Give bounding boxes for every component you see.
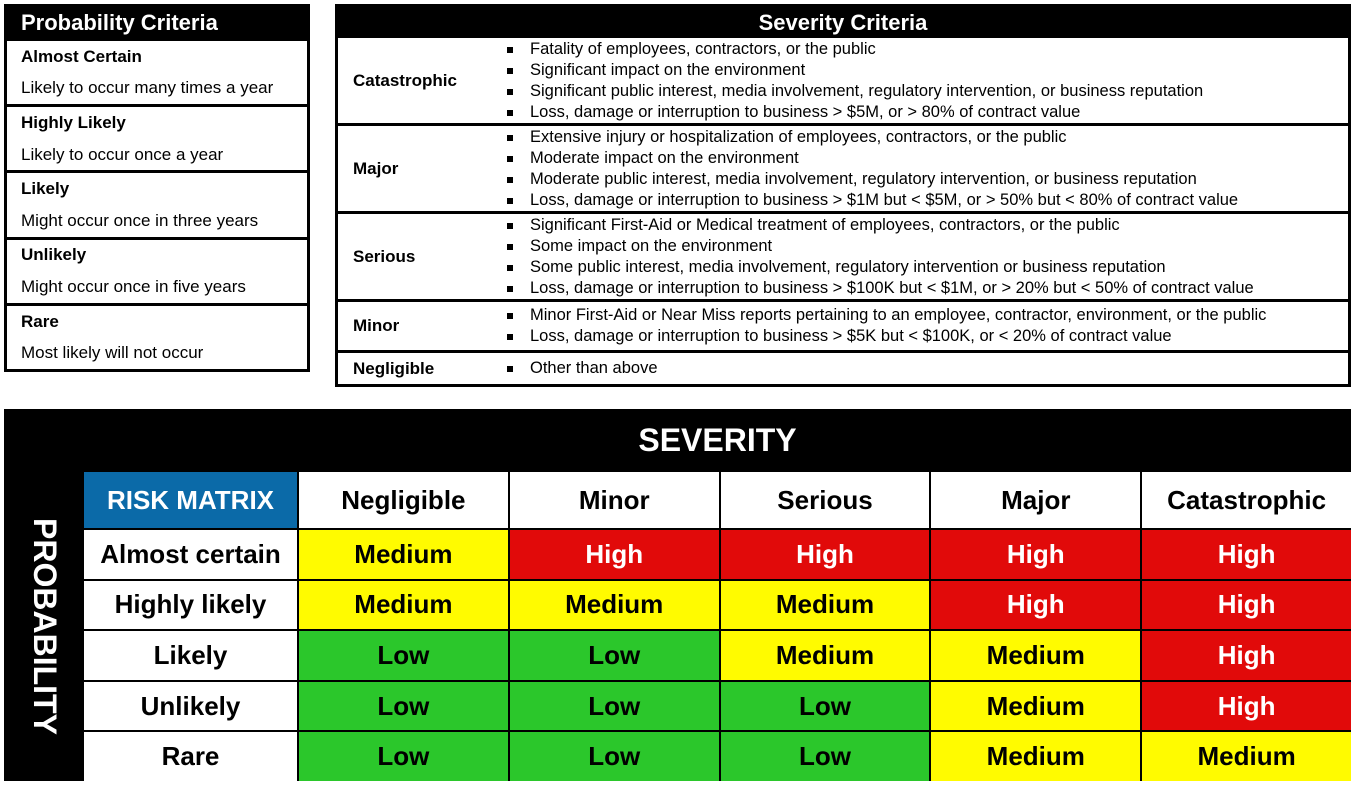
column-header: Major <box>931 472 1140 528</box>
row-header: Likely <box>84 631 297 680</box>
risk-matrix-corner-label: RISK MATRIX <box>84 472 297 528</box>
risk-cell: High <box>1142 631 1351 680</box>
risk-matrix <box>4 409 1351 781</box>
severity-level: Negligible <box>353 358 435 378</box>
risk-cell: High <box>721 530 930 579</box>
severity-bullets <box>503 214 1348 299</box>
probability-level: Unlikely <box>21 245 87 265</box>
risk-cell: Medium <box>299 581 508 630</box>
probability-item <box>7 237 307 303</box>
risk-cell: Low <box>721 682 930 731</box>
probability-axis-title-wrap <box>4 472 84 781</box>
severity-bullet: Some impact on the environment <box>503 236 1348 257</box>
probability-level: Likely <box>21 179 70 199</box>
column-header: Minor <box>510 472 719 528</box>
severity-bullets <box>503 353 1348 384</box>
risk-cell: High <box>931 530 1140 579</box>
severity-bullet: Loss, damage or interruption to business > $5K but < $100K, or < 20% of contract value <box>503 326 1348 347</box>
risk-cell: Low <box>721 732 930 781</box>
probability-criteria-title: Probability Criteria <box>7 7 307 38</box>
risk-cell: High <box>1142 581 1351 630</box>
risk-matrix-grid <box>84 472 1351 781</box>
severity-level: Major <box>353 158 399 178</box>
risk-cell: Medium <box>721 631 930 680</box>
severity-axis-title: SEVERITY <box>638 422 797 458</box>
severity-bullet: Significant First-Aid or Medical treatment of employees, contractors, or the public <box>503 215 1348 236</box>
column-header: Serious <box>721 472 930 528</box>
severity-criteria-table <box>335 4 1351 387</box>
row-header: Rare <box>84 732 297 781</box>
risk-cell: High <box>1142 682 1351 731</box>
probability-level: Highly Likely <box>21 113 126 132</box>
severity-level: Serious <box>353 246 416 266</box>
severity-bullet: Other than above <box>503 358 1348 379</box>
risk-cell: Medium <box>299 530 508 579</box>
probability-description: Might occur once in five years <box>21 277 246 296</box>
severity-bullets <box>503 126 1348 211</box>
severity-bullets <box>503 38 1348 123</box>
probability-criteria-table <box>4 4 310 372</box>
severity-level: Minor <box>353 316 400 335</box>
risk-cell: Low <box>510 682 719 731</box>
severity-bullet: Loss, damage or interruption to business > $5M, or > 80% of contract value <box>503 102 1348 123</box>
probability-description: Likely to occur once a year <box>21 144 224 164</box>
row-header: Almost certain <box>84 530 297 579</box>
severity-bullet: Moderate impact on the environment <box>503 148 1348 169</box>
severity-row-serious <box>338 211 1348 299</box>
probability-item <box>7 303 307 369</box>
severity-row-catastrophic <box>338 38 1348 123</box>
probability-description: Likely to occur many times a year <box>21 78 274 98</box>
severity-bullet: Significant public interest, media involvement, regulatory intervention, or business reputation <box>503 81 1348 102</box>
risk-cell: Medium <box>721 581 930 630</box>
risk-cell: Medium <box>931 682 1140 731</box>
severity-bullet: Significant impact on the environment <box>503 60 1348 81</box>
probability-description: Most likely will not occur <box>21 343 204 363</box>
risk-cell: Low <box>299 631 508 680</box>
probability-item <box>7 38 307 104</box>
severity-bullet: Minor First-Aid or Near Miss reports pertaining to an employee, contractor, environment, or the public <box>503 305 1348 326</box>
column-header: Catastrophic <box>1142 472 1351 528</box>
risk-cell: High <box>510 530 719 579</box>
risk-cell: High <box>1142 530 1351 579</box>
probability-item <box>7 104 307 170</box>
severity-criteria-title: Severity Criteria <box>338 7 1348 38</box>
risk-cell: Medium <box>931 631 1140 680</box>
probability-axis-title: PROBABILITY <box>26 518 63 735</box>
severity-row-minor <box>338 299 1348 350</box>
risk-cell: Medium <box>931 732 1140 781</box>
column-header: Negligible <box>299 472 508 528</box>
severity-bullet: Moderate public interest, media involvement, regulatory intervention, or business reputation <box>503 169 1348 190</box>
severity-row-major <box>338 123 1348 211</box>
severity-level: Catastrophic <box>353 70 457 90</box>
severity-bullet: Extensive injury or hospitalization of employees, contractors, or the public <box>503 127 1348 148</box>
row-header: Unlikely <box>84 682 297 731</box>
risk-cell: High <box>931 581 1140 630</box>
severity-bullet: Loss, damage or interruption to business > $1M but < $5M, or > 50% but < 80% of contract value <box>503 190 1348 211</box>
risk-cell: Low <box>299 732 508 781</box>
severity-bullet: Some public interest, media involvement, regulatory intervention or business reputation <box>503 257 1348 278</box>
risk-cell: Low <box>510 732 719 781</box>
risk-cell: Medium <box>510 581 719 630</box>
severity-bullet: Loss, damage or interruption to business > $100K but < $1M, or > 20% but < 50% of contract value <box>503 278 1348 299</box>
risk-cell: Medium <box>1142 732 1351 781</box>
severity-bullets <box>503 302 1348 350</box>
risk-cell: Low <box>510 631 719 680</box>
row-header: Highly likely <box>84 581 297 630</box>
severity-row-negligible <box>338 350 1348 384</box>
probability-description: Might occur once in three years <box>21 210 259 230</box>
probability-level: Rare <box>21 311 59 331</box>
severity-bullet: Fatality of employees, contractors, or the public <box>503 39 1348 60</box>
probability-item <box>7 170 307 236</box>
risk-cell: Low <box>299 682 508 731</box>
probability-level: Almost Certain <box>21 46 142 66</box>
